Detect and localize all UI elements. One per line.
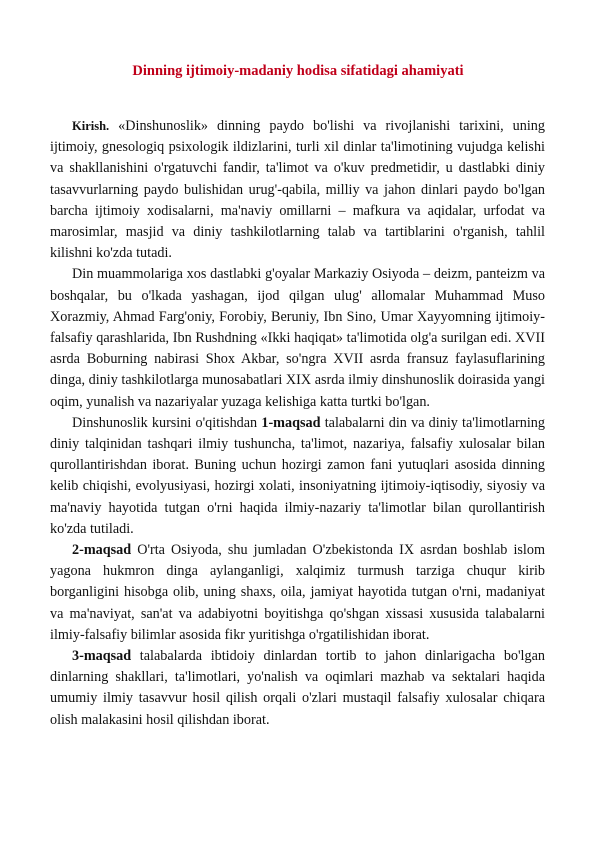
document-body — [50, 116, 545, 731]
introduction-label: Kirish. — [72, 119, 110, 133]
goal-3-keyword: 3-maqsad — [72, 648, 132, 665]
paragraph-history — [50, 264, 545, 412]
paragraph-text: Din muammolariga xos dastlabki g'oyalar Markaziy Osiyoda – deizm, panteizm va boshqalar, bu o'lkada yashagan, ijod qilgan ulug' allomalar Muhammad Muso Xorazmiy, Ahmad Farg'oniy, Forobiy, Beruniy, Ibn Sino, Umar Xayyomning ijtimoiy-falsafiy qarashlarida, Ibn Rushdning «Ikki haqiqat» ta'limotida olg'a surilgan edi. XVII asrda Boburning nabirasi Shox Akbar, so'ngra XVII asrda fransuz faylasuflarining dinga, diniy tashkilotlarga munosabatlari XIX asrda ilmiy dinshunoslik doirasida yangi oqim, yunalish va nazariyalar yuzaga kelishiga katta turtki bo'lgan. — [50, 266, 545, 410]
document-title: Dinning ijtimoiy-madaniy hodisa sifatidagi ahamiyati — [132, 63, 464, 79]
paragraph-text: Dinshunoslik kursini o'qitishdan — [72, 414, 262, 431]
paragraph-goal-3 — [50, 646, 545, 731]
paragraph-text: O'rta Osiyoda, shu jumladan O'zbekistonda IX asrdan boshlab islom yagona hukmron dinga aylanganligi, xalqimiz turmush tarziga chuqur kirib borganligini hisobga olib, uning shaxs, oila, jamiyat hayotida tutgan o'rni, madaniyat va ma'naviyat, san'at va adabiyotni boyitishga qo'shgan xissasi xususida talabalarni ilmiy-falsafiy bilimlar asosida fikr yuritishga o'rgatilishidan iborat. — [50, 542, 545, 643]
goal-1-keyword: 1-maqsad — [261, 414, 321, 431]
goal-2-keyword: 2-maqsad — [72, 542, 132, 559]
paragraph-text: «Dinshunoslik» dinning paydo bo'lishi va rivojlanishi tarixini, uning ijtimoiy, gnesologiq psixologik ildizlarini, turli xil dinlar ta'limotining vujudga kelishi va shakllanishini o'rgatuvchi fandir, ta'limot va o'kuv predmetidir, u dastlabki diniy tasavvurlarning paydo bulishidan urug'-qabila, milliy va jahon dinlari paydo bo'lgan barcha ijtimoiy xodisalarni, ma'naviy omillarni – mafkura va aqidalar, urfodat va marosimlar, masjid va diniy tashkilotlarning talab va tartiblarini o'rganish, tahlil kilishni ko'zda tutadi. — [50, 118, 545, 262]
paragraph-goal-1 — [50, 413, 545, 540]
paragraph-text: talabalarni din va diniy ta'limotlarning diniy talqinidan tashqari ilmiy tushuncha, ta'limot, nazariya, falsafiy xulosalar bilan qurollantirishdan iborat. Buning uchun hozirgi zamon fani yutuqlari asosida dinning kelib chiqishi, evolyusiyasi, hozirgi xolati, insoniyatning ijtimoiy-iqtisodiy, siyosiy va ma'naviy hayotida tutgan o'rni haqida ilmiy-nazariy ta'limotlar bilan qurollantirish ko'zda tutiladi. — [50, 414, 545, 537]
paragraph-introduction — [50, 116, 545, 264]
paragraph-goal-2 — [50, 540, 545, 646]
paragraph-text: talabalarda ibtidoiy dinlardan tortib to jahon dinlarigacha bo'lgan dinlarning shakllari, ta'limotlari, yo'nalish va oqimlari mazhab va sektalari haqida umumiy ilmiy tasavvur hosil qilish orqali o'zlari mustaqil falsafiy xulosalar chiqara olish malakasini hosil qilishdan iborat. — [50, 648, 545, 728]
